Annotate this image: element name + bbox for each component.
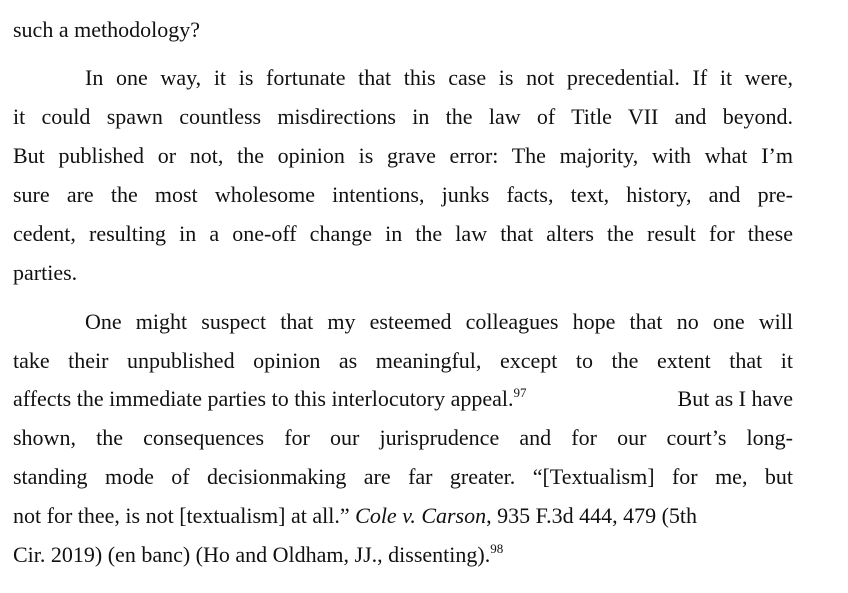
paragraph-line: But published or not, the opinion is grave error: The majority, with what I’m (13, 143, 793, 168)
paragraph-line-with-footnote (13, 542, 503, 568)
paragraph-line-with-citation (13, 503, 793, 529)
line-text: not for thee, is not [textualism] at all.” (13, 503, 356, 528)
paragraph-line: One might suspect that my esteemed colleagues hope that no one will (85, 309, 793, 334)
paragraph-line: In one way, it is fortunate that this case is not precedential. If it were, (85, 65, 793, 90)
line-text: affects the immediate parties to this interlocutory appeal. (13, 386, 514, 411)
line-text: Cir. 2019) (en banc) (Ho and Oldham, JJ., dissenting). (13, 542, 491, 567)
line-text: But as I have (677, 386, 793, 411)
paragraph-line: sure are the most wholesome intentions, junks facts, text, history, and pre- (13, 182, 793, 207)
paragraph-line: shown, the consequences for our jurisprudence and for our court’s long- (13, 425, 793, 450)
continuation-line: such a methodology? (13, 17, 200, 42)
footnote-marker[interactable]: 98 (490, 540, 504, 556)
case-name: Cole v. Carson (355, 503, 487, 528)
paragraph-line-with-footnote (13, 386, 793, 412)
paragraph-line: it could spawn countless misdirections in the law of Title VII and beyond. (13, 104, 793, 129)
footnote-marker[interactable]: 97 (513, 384, 527, 400)
paragraph-line: cedent, resulting in a one-off change in the law that alters the result for these (13, 221, 793, 246)
paragraph-line: take their unpublished opinion as meaningful, except to the extent that it (13, 348, 793, 373)
line-text: , 935 F.3d 444, 479 (5th (486, 503, 698, 528)
paragraph-line: parties. (13, 260, 78, 285)
paragraph-line: standing mode of decisionmaking are far greater. “[Textualism] for me, but (13, 464, 793, 489)
